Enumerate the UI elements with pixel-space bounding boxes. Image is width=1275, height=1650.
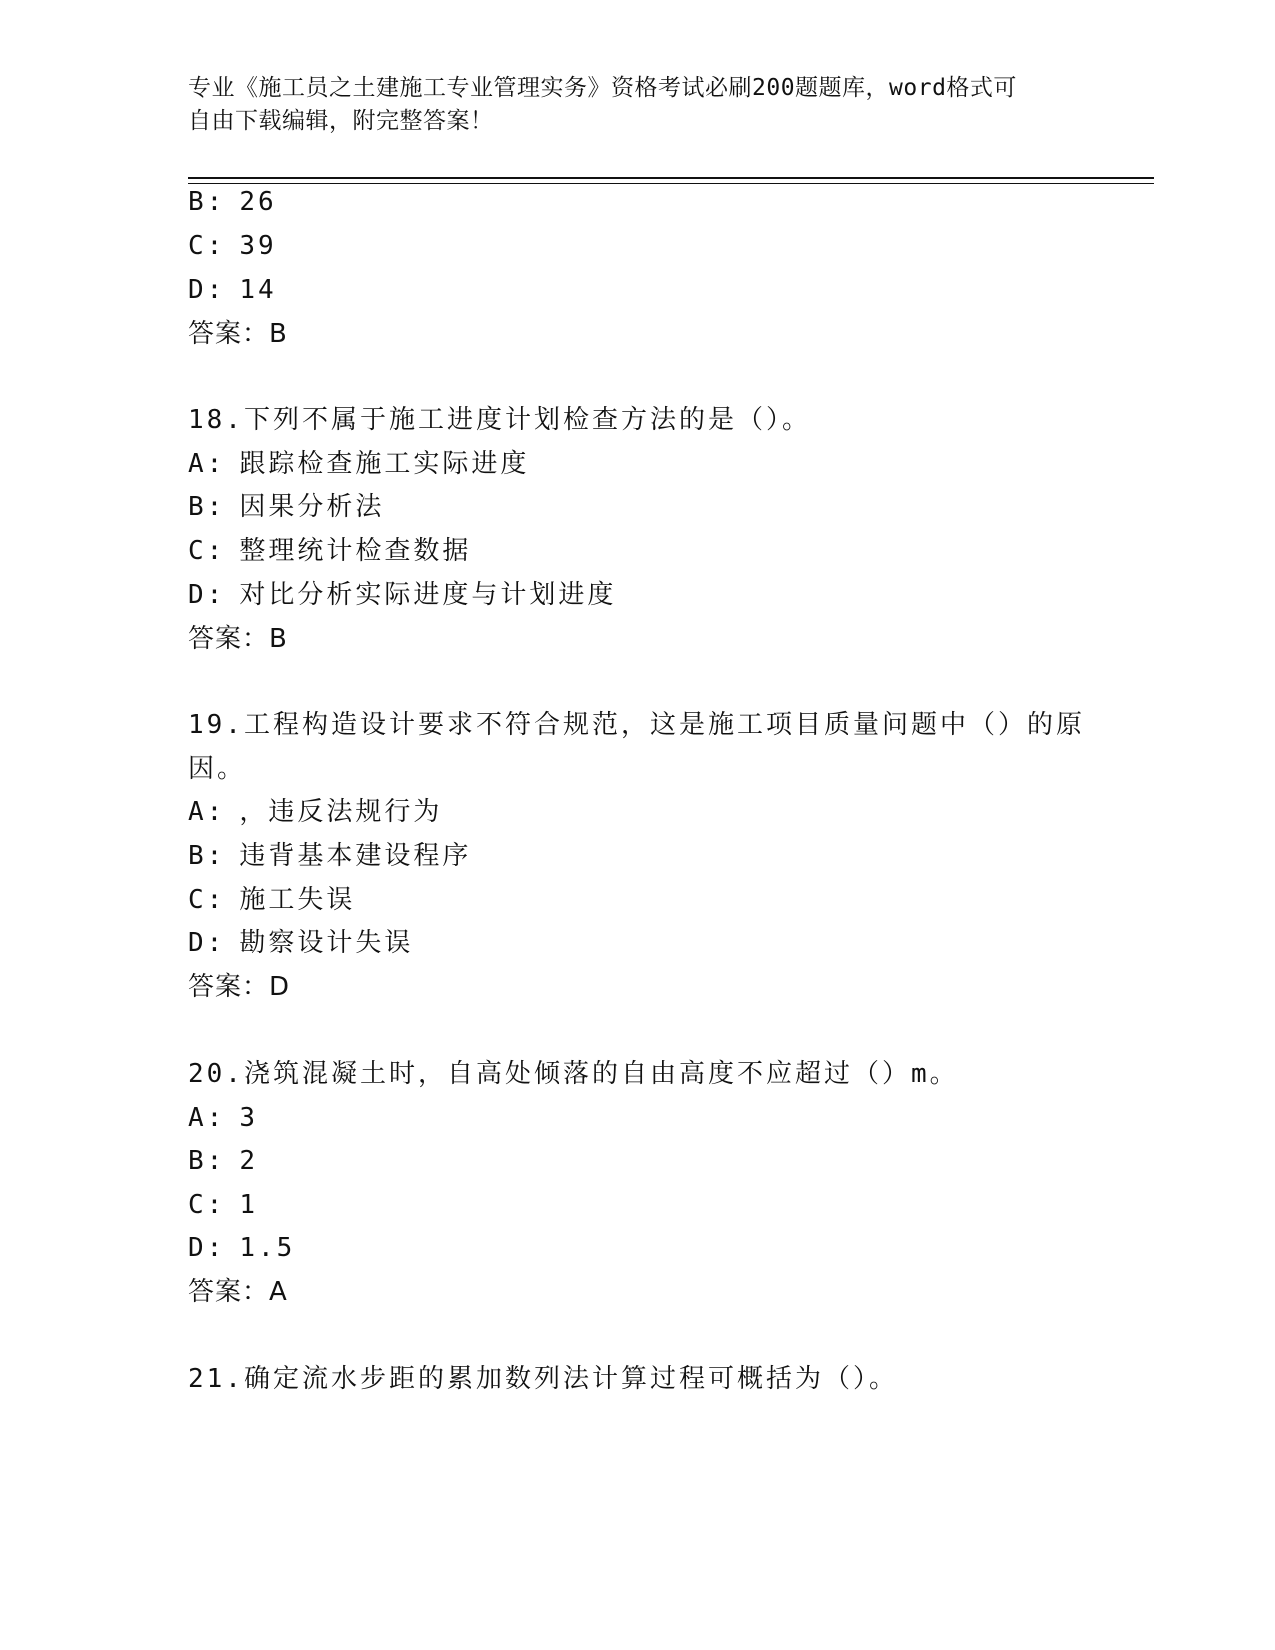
option-letter: C: bbox=[188, 1190, 226, 1220]
option-letter: C: bbox=[188, 536, 226, 566]
q19-answer: 答案：D bbox=[188, 972, 291, 1002]
option-letter: D: bbox=[188, 928, 226, 958]
header-line-1: 专业《施工员之土建施工专业管理实务》资格考试必刷200题题库，word格式可 bbox=[188, 75, 1017, 101]
header-line-2: 自由下载编辑，附完整答案！ bbox=[188, 108, 494, 134]
option-letter: B: bbox=[188, 187, 226, 217]
option-text: 因果分析法 bbox=[239, 492, 385, 522]
option-text: 对比分析实际进度与计划进度 bbox=[239, 580, 617, 610]
option-letter: C: bbox=[188, 231, 226, 261]
q18-option-d bbox=[188, 578, 616, 612]
option-letter: D: bbox=[188, 1233, 226, 1263]
option-letter: D: bbox=[188, 275, 226, 305]
header-rule-thin bbox=[188, 183, 1154, 184]
header-rule-thick bbox=[188, 177, 1154, 179]
option-text: 1.5 bbox=[239, 1233, 296, 1263]
q19-option-b bbox=[188, 839, 471, 873]
option-letter: C: bbox=[188, 885, 226, 915]
q20-answer: 答案：A bbox=[188, 1277, 288, 1307]
option-letter: A: bbox=[188, 797, 226, 827]
q20-option-d bbox=[188, 1231, 295, 1265]
q18-option-b bbox=[188, 490, 384, 524]
option-letter: A: bbox=[188, 1103, 226, 1133]
q18-answer: 答案：B bbox=[188, 624, 288, 654]
q19-option-c bbox=[188, 883, 355, 917]
q18-option-c bbox=[188, 534, 471, 568]
option-text: 整理统计检查数据 bbox=[239, 536, 472, 566]
q17-option-c bbox=[188, 229, 277, 263]
q19-option-d bbox=[188, 926, 413, 960]
q18-option-a bbox=[188, 447, 529, 481]
option-letter: B: bbox=[188, 841, 226, 871]
q17-option-b bbox=[188, 185, 277, 219]
option-text: 跟踪检查施工实际进度 bbox=[239, 449, 530, 479]
option-text: 3 bbox=[239, 1103, 258, 1133]
option-letter: B: bbox=[188, 1146, 226, 1176]
q20-option-b bbox=[188, 1144, 258, 1178]
option-text: 违背基本建设程序 bbox=[239, 841, 472, 871]
option-text: 14 bbox=[239, 275, 277, 305]
option-letter: D: bbox=[188, 580, 226, 610]
q20-option-a bbox=[188, 1101, 258, 1135]
q18-question: 18.下列不属于施工进度计划检查方法的是（）。 bbox=[188, 405, 811, 435]
option-text: 施工失误 bbox=[239, 885, 356, 915]
q19-question-line-2: 因。 bbox=[188, 754, 247, 784]
document-header bbox=[188, 72, 1068, 138]
option-text: 勘察设计失误 bbox=[239, 928, 414, 958]
q19-option-a bbox=[188, 795, 442, 829]
option-text: ，违反法规行为 bbox=[239, 797, 443, 827]
option-text: 2 bbox=[239, 1146, 258, 1176]
q17-answer: 答案：B bbox=[188, 319, 288, 349]
q20-question: 20.浇筑混凝土时，自高处倾落的自由高度不应超过（）m。 bbox=[188, 1059, 959, 1089]
q21-question: 21.确定流水步距的累加数列法计算过程可概括为（）。 bbox=[188, 1364, 898, 1394]
option-text: 26 bbox=[239, 187, 277, 217]
option-letter: B: bbox=[188, 492, 226, 522]
q20-option-c bbox=[188, 1188, 258, 1222]
q17-option-d bbox=[188, 273, 277, 307]
q19-question-line-1: 19.工程构造设计要求不符合规范，这是施工项目质量问题中（）的原 bbox=[188, 710, 1085, 740]
option-text: 1 bbox=[239, 1190, 258, 1220]
option-text: 39 bbox=[239, 231, 277, 261]
option-letter: A: bbox=[188, 449, 226, 479]
